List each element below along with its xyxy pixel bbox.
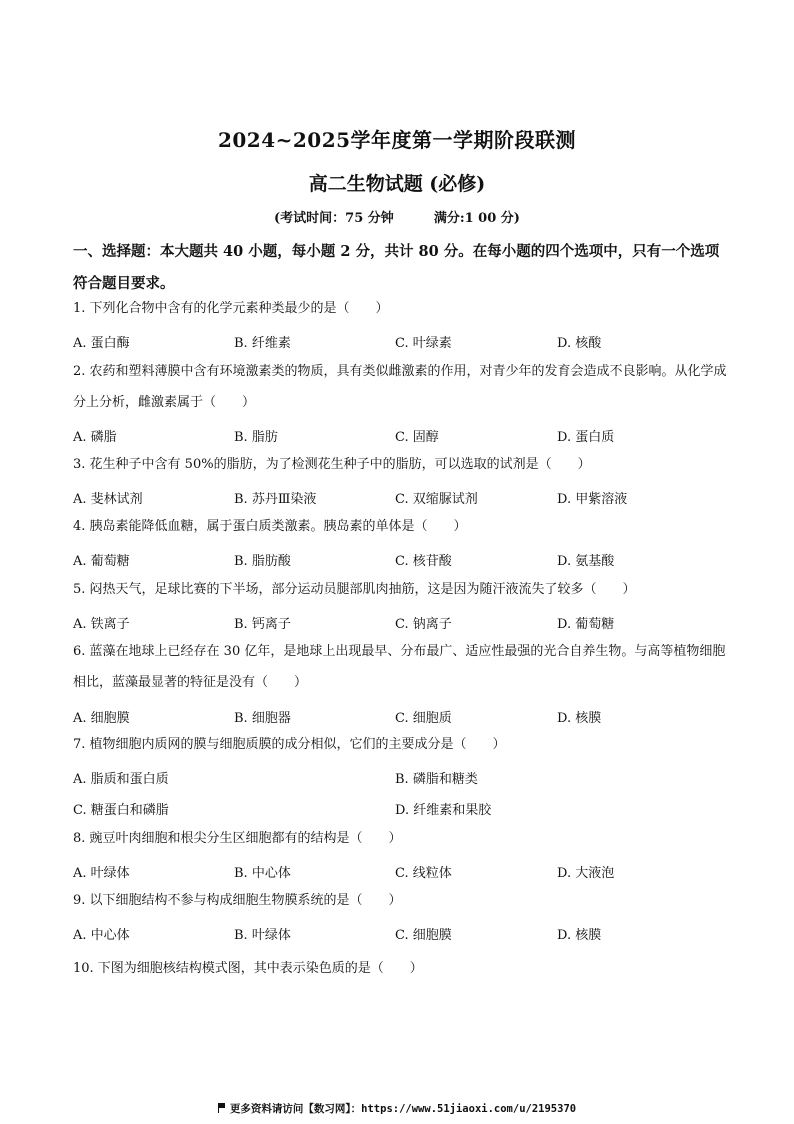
option-d: D. 氨基酸 xyxy=(557,554,615,569)
question-5-stem: 5. 闷热天气，足球比赛的下半场，部分运动员腿部肌肉抽筋，这是因为随汗液流失了较多（ ） xyxy=(73,582,636,597)
question-4-options xyxy=(73,550,733,570)
question-6-stem: 6. 蓝藻在地球上已经存在 30 亿年，是地球上出现最早、分布最广、适应性最强的光合自养生物。与高等植物细胞相比，蓝藻最显著的特征是没有（ ） xyxy=(73,644,726,690)
option-d: D. 核膜 xyxy=(557,928,602,943)
option-a: A. 脂质和蛋白质 xyxy=(73,772,169,787)
flag-icon xyxy=(218,1103,226,1112)
footer xyxy=(0,1101,794,1116)
option-d: D. 大液泡 xyxy=(557,866,615,881)
option-c: C. 固醇 xyxy=(395,430,439,445)
question-5-options xyxy=(73,613,733,633)
question-3-options xyxy=(73,488,733,508)
exam-title: 2024~2025学年度第一学期阶段联测 xyxy=(217,128,577,152)
option-c: C. 叶绿素 xyxy=(395,336,452,351)
question-3-stem: 3. 花生种子中含有 50%的脂肪，为了检测花生种子中的脂肪，可以选取的试剂是（ ） xyxy=(73,457,591,472)
option-b: B. 叶绿体 xyxy=(234,928,291,943)
question-7-stem: 7. 植物细胞内质网的膜与细胞质膜的成分相似，它们的主要成分是（ ） xyxy=(73,737,506,752)
option-a: A. 叶绿体 xyxy=(73,866,130,881)
question-7-options-row1 xyxy=(73,768,733,788)
question-9-options xyxy=(73,924,733,944)
option-d: D. 核膜 xyxy=(557,711,602,726)
option-a: A. 铁离子 xyxy=(73,617,130,632)
question-10-stem: 10. 下图为细胞核结构模式图，其中表示染色质的是（ ） xyxy=(73,961,423,976)
question-4-stem: 4. 胰岛素能降低血糖，属于蛋白质类激素。胰岛素的单体是（ ） xyxy=(73,519,467,534)
option-c: C. 糖蛋白和磷脂 xyxy=(73,803,169,818)
option-d: D. 蛋白质 xyxy=(557,430,615,445)
question-1-stem: 1. 下列化合物中含有的化学元素种类最少的是（ ） xyxy=(73,301,389,316)
exam-subtitle: 高二生物试题 (必修) xyxy=(308,173,486,195)
option-b: B. 磷脂和糖类 xyxy=(395,772,478,787)
section-intro: 一、选择题：本大题共 40 小题，每小题 2 分，共计 80 分。在每小题的四个选项中，只有一个选项符合题目要求。 xyxy=(73,243,720,292)
option-b: B. 中心体 xyxy=(234,866,291,881)
option-b: B. 细胞器 xyxy=(234,711,291,726)
question-2-stem: 2. 农药和塑料薄膜中含有环境激素类的物质，具有类似雌激素的作用，对青少年的发育会造成不良影响。从化学成分上分析，雌激素属于（ ） xyxy=(73,364,727,410)
option-b: B. 钙离子 xyxy=(234,617,291,632)
option-d: D. 甲紫溶液 xyxy=(557,492,628,507)
question-7-options-row2 xyxy=(73,799,733,819)
option-a: A. 细胞膜 xyxy=(73,711,130,726)
question-1-options xyxy=(73,332,733,352)
option-b: B. 纤维素 xyxy=(234,336,291,351)
option-d: D. 纤维素和果胶 xyxy=(395,803,492,818)
option-c: C. 细胞膜 xyxy=(395,928,452,943)
option-d: D. 葡萄糖 xyxy=(557,617,615,632)
option-a: A. 磷脂 xyxy=(73,430,117,445)
exam-info xyxy=(0,207,794,226)
question-6-options xyxy=(73,707,733,727)
option-a: A. 蛋白酶 xyxy=(73,336,130,351)
footer-link[interactable]: 更多资料请访问【数习网】：https://www.51jiaoxi.com/u/2195370 xyxy=(229,1103,577,1115)
question-9-stem: 9. 以下细胞结构不参与构成细胞生物膜系统的是（ ） xyxy=(73,893,402,908)
option-c: C. 细胞质 xyxy=(395,711,452,726)
option-d: D. 核酸 xyxy=(557,336,602,351)
full-score: 满分:1 00 分) xyxy=(433,211,520,226)
option-a: A. 斐林试剂 xyxy=(73,492,143,507)
question-2-options xyxy=(73,426,733,446)
option-b: B. 脂肪酸 xyxy=(234,554,291,569)
option-b: B. 苏丹Ⅲ染液 xyxy=(234,492,317,507)
question-8-options xyxy=(73,862,733,882)
option-b: B. 脂肪 xyxy=(234,430,278,445)
option-c: C. 核苷酸 xyxy=(395,554,452,569)
question-8-stem: 8. 豌豆叶肉细胞和根尖分生区细胞都有的结构是（ ） xyxy=(73,831,402,846)
option-c: C. 钠离子 xyxy=(395,617,452,632)
option-a: A. 中心体 xyxy=(73,928,130,943)
exam-time: (考试时间：75 分钟 xyxy=(274,211,394,226)
option-c: C. 双缩脲试剂 xyxy=(395,492,478,507)
option-a: A. 葡萄糖 xyxy=(73,554,130,569)
option-c: C. 线粒体 xyxy=(395,866,452,881)
